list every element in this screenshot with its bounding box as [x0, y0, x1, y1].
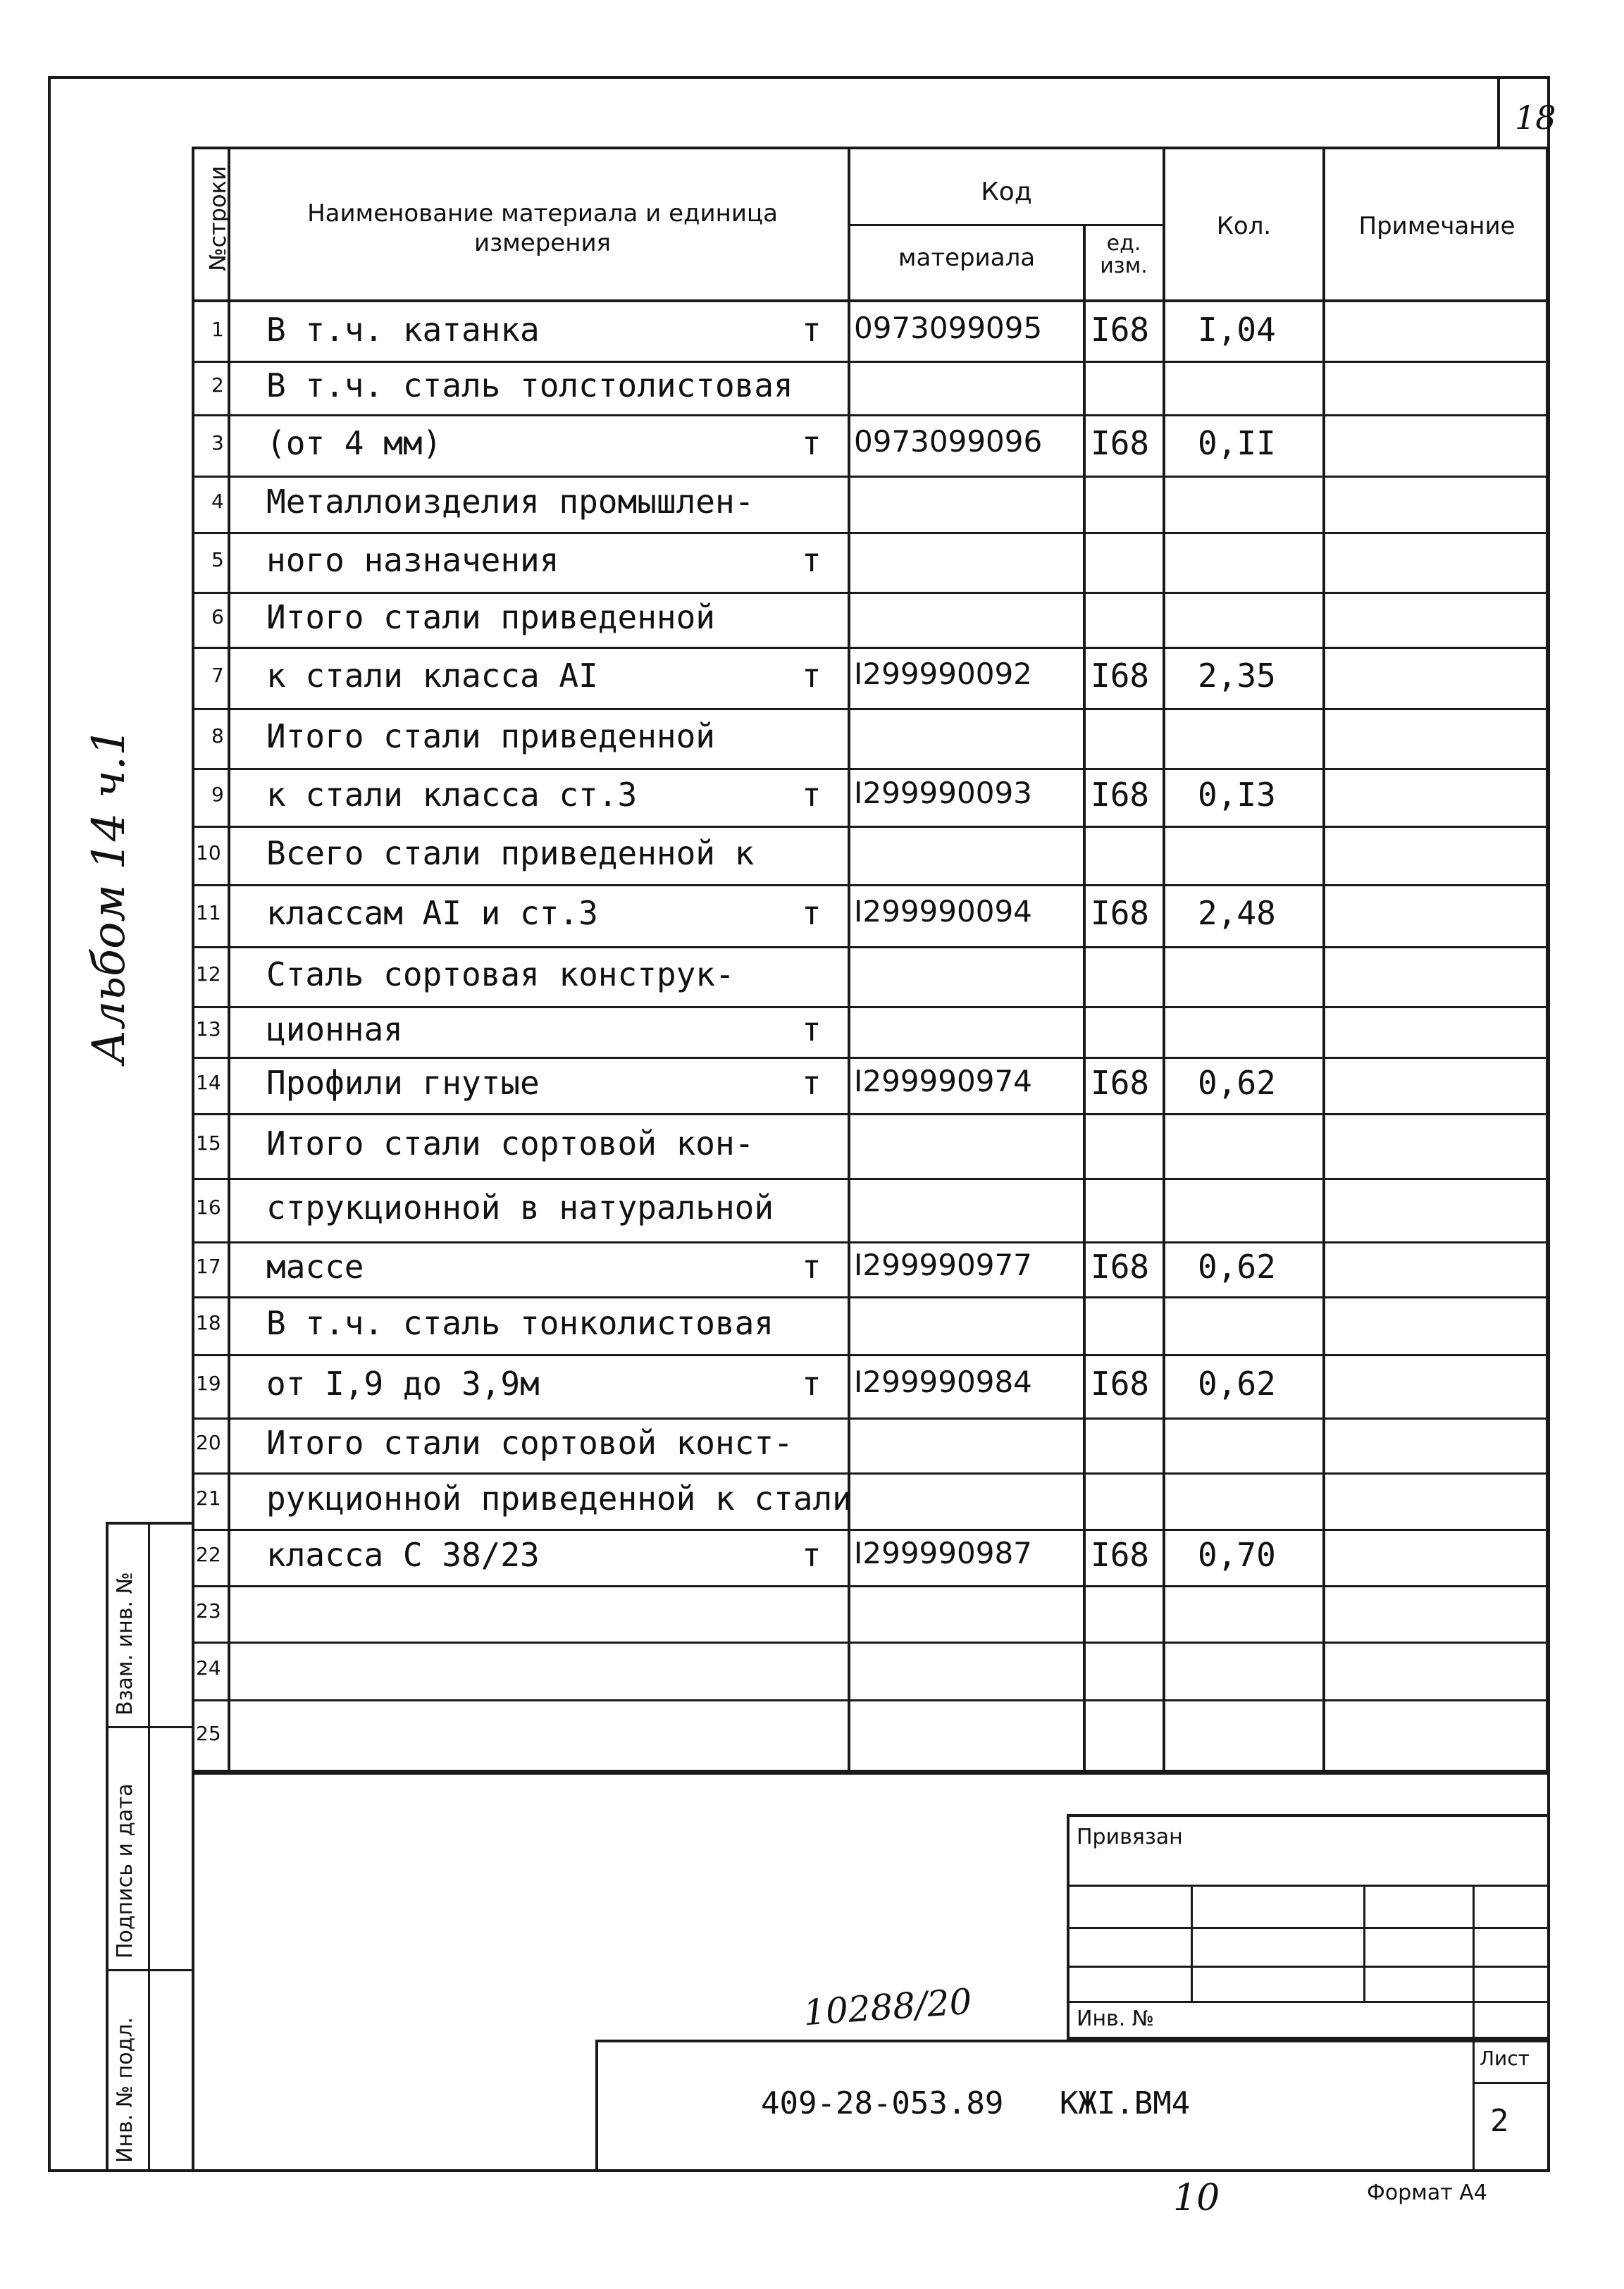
row-separator	[192, 1241, 1549, 1243]
row-name: струкционной в натуральной	[266, 1189, 774, 1227]
row-separator	[192, 476, 1549, 478]
row-number: 24	[196, 1656, 221, 1680]
row-unit-code: I68	[1091, 310, 1150, 349]
row-number: 10	[196, 840, 221, 864]
row-separator	[192, 826, 1549, 828]
header-note: Примечание	[1358, 212, 1515, 240]
side-stamp-line	[148, 1522, 150, 2172]
row-separator	[192, 1529, 1549, 1531]
row-number: 16	[196, 1196, 221, 1219]
row-number: 23	[196, 1599, 221, 1623]
row-name: Всего стали приведенной к	[266, 833, 755, 872]
row-separator	[192, 592, 1549, 594]
row-name: (от 4 мм)	[266, 423, 442, 462]
row-qty: 0,I3	[1198, 776, 1276, 814]
row-name: к стали класса AI	[266, 656, 598, 695]
row-qty: 0,II	[1198, 423, 1276, 462]
row-qty: 0,62	[1198, 1248, 1276, 1286]
row-name: рукционной приведенной к стали	[266, 1480, 852, 1518]
row-name: Сталь сортовая конструк-	[266, 955, 735, 993]
row-separator	[192, 884, 1549, 886]
row-separator	[192, 1113, 1549, 1115]
tb-line	[1067, 1885, 1549, 1887]
album-note: Альбом 14 ч.1	[83, 727, 135, 1064]
document-code: 409-28-053.89 КЖI.ВМ4	[761, 2085, 1191, 2121]
row-name: Профили гнутые	[266, 1064, 540, 1102]
row-separator	[192, 1418, 1549, 1420]
row-number: 15	[196, 1131, 221, 1155]
row-unit-code: I68	[1091, 1536, 1150, 1574]
row-unit-letter: т	[802, 1365, 822, 1403]
row-material-code: I299990987	[854, 1536, 1032, 1570]
row-unit-letter: т	[802, 1064, 822, 1102]
row-number: 4	[211, 490, 224, 513]
row-separator	[192, 1006, 1549, 1008]
row-material-code: I299990092	[854, 656, 1032, 691]
row-name: к стали класса ст.3	[266, 776, 638, 814]
corner-sheet-number: 18	[1515, 99, 1556, 137]
side-label-podpis: Подпись и дата	[113, 1783, 137, 1959]
row-separator	[192, 1585, 1549, 1587]
row-separator	[192, 414, 1549, 416]
format-label: Формат А4	[1367, 2181, 1487, 2205]
row-unit-letter: т	[802, 894, 822, 932]
row-separator	[192, 361, 1549, 363]
row-separator	[192, 768, 1549, 770]
row-unit-letter: т	[802, 540, 822, 579]
row-material-code: I299990974	[854, 1064, 1032, 1098]
privyazan-label: Привязан	[1077, 1825, 1183, 1849]
row-name: Итого стали сортовой кон-	[266, 1124, 755, 1162]
row-unit-letter: т	[802, 656, 822, 695]
row-name: Итого стали приведенной	[266, 717, 715, 755]
row-name: В т.ч. сталь тонколистовая	[266, 1304, 774, 1342]
tb-line	[1473, 2082, 1549, 2084]
header-code-unit: ед. изм.	[1100, 231, 1148, 278]
inv-no-label: Инв. №	[1077, 2006, 1155, 2031]
col-line	[1083, 225, 1086, 1773]
row-qty: 2,35	[1198, 656, 1276, 695]
row-name: класса С 38/23	[266, 1536, 540, 1574]
row-number: 20	[196, 1431, 221, 1454]
header-code-material: материала	[898, 244, 1036, 272]
row-number: 6	[211, 605, 224, 628]
row-name: Итого стали сортовой конст-	[266, 1424, 793, 1462]
row-separator	[192, 532, 1549, 534]
row-unit-letter: т	[802, 1536, 822, 1574]
row-material-code: I299990094	[854, 894, 1032, 929]
row-number: 2	[211, 373, 224, 397]
row-unit-letter: т	[802, 776, 822, 814]
row-number: 21	[196, 1487, 221, 1510]
row-material-code: I299990977	[854, 1248, 1032, 1282]
row-name: Итого стали приведенной	[266, 598, 715, 636]
header-qty: Кол.	[1216, 212, 1272, 240]
row-unit-code: I68	[1091, 1064, 1150, 1102]
row-unit-code: I68	[1091, 1365, 1150, 1403]
row-unit-letter: т	[802, 1248, 822, 1286]
tb-line	[1067, 1966, 1549, 1968]
row-unit-code: I68	[1091, 776, 1150, 814]
row-number: 14	[196, 1071, 221, 1094]
row-name: В т.ч. сталь толстолистовая	[266, 366, 793, 404]
row-material-code: 0973099096	[854, 423, 1043, 459]
row-separator	[192, 647, 1549, 649]
row-qty: 0,62	[1198, 1064, 1276, 1102]
row-unit-letter: т	[802, 1010, 822, 1048]
row-separator	[192, 946, 1549, 948]
header-name: Наименование материала и единица измерения	[307, 199, 778, 257]
row-separator	[192, 1642, 1549, 1644]
row-unit-letter: т	[802, 310, 822, 349]
side-label-vzam: Взам. инв. №	[113, 1572, 137, 1716]
row-number: 11	[196, 901, 221, 924]
row-separator	[192, 1354, 1549, 1356]
header-line	[848, 224, 1164, 226]
row-number: 3	[211, 430, 224, 454]
row-unit-letter: т	[802, 423, 822, 462]
row-name: ного назначения	[266, 540, 559, 579]
row-separator	[192, 1699, 1549, 1701]
row-material-code: 0973099095	[854, 310, 1043, 345]
header-row-number: №строки	[204, 166, 231, 271]
row-qty: 0,62	[1198, 1365, 1276, 1403]
row-name: ционная	[266, 1010, 403, 1048]
row-number: 1	[211, 317, 224, 341]
row-name: массе	[266, 1248, 364, 1286]
row-number: 18	[196, 1311, 221, 1334]
row-material-code: I299990984	[854, 1365, 1032, 1399]
row-material-code: I299990093	[854, 776, 1032, 810]
row-number: 7	[211, 663, 224, 687]
row-separator	[192, 708, 1549, 710]
handwritten-number: 10288/20	[802, 1980, 974, 2034]
row-separator	[192, 1773, 1549, 1775]
sheet-value: 2	[1490, 2103, 1509, 2139]
tb-line	[1067, 2001, 1549, 2003]
row-number: 8	[211, 724, 224, 748]
row-unit-code: I68	[1091, 894, 1150, 932]
row-unit-code: I68	[1091, 1248, 1150, 1286]
row-qty: I,04	[1198, 310, 1276, 349]
tb-line	[1363, 1885, 1365, 2001]
header-line	[192, 299, 1549, 302]
row-qty: 2,48	[1198, 894, 1276, 932]
row-number: 12	[196, 962, 221, 986]
side-stamp-line	[106, 1726, 194, 1728]
row-name: Металлоизделия промышлен-	[266, 483, 755, 521]
row-unit-code: I68	[1091, 656, 1150, 695]
row-number: 9	[211, 783, 224, 806]
row-number: 19	[196, 1372, 221, 1395]
row-separator	[192, 1178, 1549, 1180]
row-number: 17	[196, 1255, 221, 1278]
row-name: В т.ч. катанка	[266, 310, 540, 349]
row-number: 13	[196, 1017, 221, 1041]
row-number: 22	[196, 1543, 221, 1566]
row-name: классам AI и ст.3	[266, 894, 598, 932]
row-unit-code: I68	[1091, 423, 1150, 462]
side-stamp-line	[106, 1969, 194, 1971]
row-name: от I,9 до 3,9м	[266, 1365, 540, 1403]
page-number: 10	[1173, 2177, 1220, 2219]
tb-line	[1191, 1885, 1193, 2001]
row-number: 5	[211, 547, 224, 571]
header-code: Код	[981, 178, 1032, 206]
side-label-inv-podl: Инв. № подл.	[113, 2017, 137, 2163]
tb-line	[1067, 1927, 1549, 1929]
row-separator	[192, 1057, 1549, 1059]
row-qty: 0,70	[1198, 1536, 1276, 1574]
sheet-label: Лист	[1480, 2047, 1530, 2070]
row-number: 25	[196, 1722, 221, 1745]
row-separator	[192, 1472, 1549, 1475]
row-separator	[192, 1296, 1549, 1298]
